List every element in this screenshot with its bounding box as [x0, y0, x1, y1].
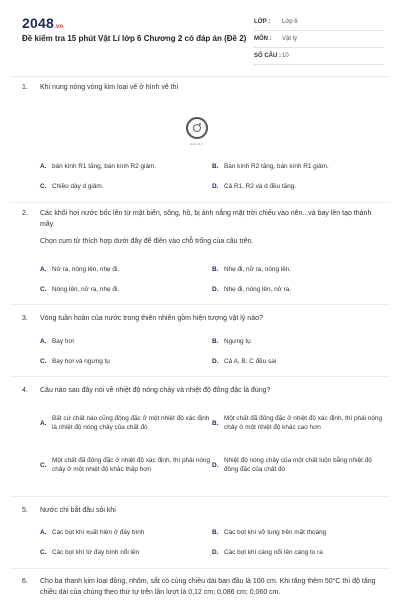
question-stem — [22, 82, 384, 93]
option-letter: B. — [212, 162, 219, 170]
meta-value: 10 — [282, 53, 289, 59]
options-q2 — [40, 259, 384, 299]
options-q1 — [40, 156, 384, 196]
option-letter: A. — [40, 265, 47, 273]
question-divider — [10, 304, 390, 305]
question-text: Các khối hơi nước bốc lên từ mặt biển, sông, hồ, bị ánh nắng mặt trời chiếu vào nên...và bay lên tạo thành mây — [40, 210, 372, 228]
option-letter: C. — [40, 461, 47, 469]
document-title: Đề kiểm tra 15 phút Vật Lí lớp 6 Chương 2 có đáp án (Đề 2) — [22, 34, 247, 43]
question-3 — [22, 313, 384, 324]
question-divider — [10, 202, 390, 203]
meta-key: MÔN : — [254, 36, 272, 42]
option-text: Các bọt khí vỡ tung trên mặt thoáng — [224, 528, 327, 536]
meta-row-class — [254, 14, 384, 31]
question-number: 3. — [22, 315, 28, 322]
question-stem — [22, 385, 384, 396]
option-d[interactable] — [212, 444, 384, 486]
option-a[interactable] — [40, 156, 212, 176]
option-letter: D. — [212, 461, 219, 469]
question-text: Vòng tuần hoàn của nước trong thiên nhiên gồm hiện tượng vật lý nào? — [40, 315, 263, 322]
option-text: Cả R1, R2 và d đều tăng. — [224, 182, 297, 190]
option-text: Nhiệt độ nóng chảy của một chất luôn bằng nhiệt độ đông đặc của chất đó — [224, 457, 372, 473]
meta-value: Lớp 6 — [282, 19, 298, 25]
option-text: Các bọt khí xuất hiện ở đáy bình — [52, 528, 145, 536]
document-header — [0, 0, 400, 78]
question-divider — [10, 568, 390, 569]
option-d[interactable] — [212, 351, 384, 371]
question-number: 2. — [22, 210, 28, 217]
option-text: Bay hơi — [52, 337, 74, 345]
option-a[interactable] — [40, 522, 212, 542]
ring-marker — [199, 123, 201, 125]
ring-inner-circle — [193, 124, 201, 132]
option-text: Nở ra, nóng lên, nhẹ đi. — [52, 265, 120, 273]
options-q3 — [40, 331, 384, 371]
option-letter: D. — [212, 182, 219, 190]
option-letter: D. — [212, 357, 219, 365]
option-a[interactable] — [40, 331, 212, 351]
option-d[interactable] — [212, 542, 384, 562]
meta-key: SỐ CÂU : — [254, 53, 281, 59]
option-text: Bán kính R2 tăng, bán kính R1 giảm. — [224, 162, 329, 170]
option-b[interactable] — [212, 259, 384, 279]
option-letter: A. — [40, 162, 47, 170]
question-5 — [22, 505, 384, 516]
question-instruction: Chọn cụm từ thích hợp dưới đây để điền vào chỗ trống của câu trên. — [40, 238, 254, 245]
figure-caption: Hình vẽ 1 — [190, 142, 203, 146]
question-stem — [22, 576, 384, 598]
meta-table — [254, 14, 384, 65]
option-letter: D. — [212, 285, 219, 293]
option-text: Các bọt khí càng nổi lên càng to ra — [224, 548, 323, 556]
question-text: Khi nung nóng vòng kim loại vẽ ở hình vẽ thì — [40, 84, 179, 91]
question-number: 6. — [22, 578, 28, 585]
option-d[interactable] — [212, 176, 384, 196]
option-text: Bay hơi và ngưng tụ — [52, 357, 110, 365]
option-text: Bất cứ chất nào cũng đông đặc ở một nhiệt độ xác định là nhiệt độ nóng chảy của chất đó — [52, 415, 210, 431]
question-number: 1. — [22, 84, 28, 91]
option-a[interactable] — [40, 259, 212, 279]
option-text: Một chất đã đông đặc ở nhiệt độ xác định, thì phải nóng chảy ở một nhiệt độ khác thấp hơn — [52, 457, 211, 473]
option-letter: A. — [40, 419, 47, 427]
question-stem — [22, 505, 384, 516]
option-text: Cả A, B, C đều sai — [224, 357, 277, 365]
option-text: Nhẹ đi, nở ra, nóng lên. — [224, 265, 292, 273]
logo-text: 2048 — [22, 15, 54, 31]
option-letter: D. — [212, 548, 219, 556]
logo-suffix: .vn — [53, 24, 64, 30]
option-c[interactable] — [40, 279, 212, 299]
question-number: 4. — [22, 387, 28, 394]
option-text: Các bọt khí từ đáy bình nổi lên — [52, 548, 140, 556]
option-text: Nóng lên, nở ra, nhẹ đi. — [52, 285, 120, 293]
option-letter: B. — [212, 528, 219, 536]
meta-row-subject — [254, 31, 384, 48]
meta-key: LỚP : — [254, 19, 271, 25]
question-4 — [22, 385, 384, 396]
option-b[interactable] — [212, 156, 384, 176]
option-c[interactable] — [40, 351, 212, 371]
meta-value: Vật lý — [282, 36, 298, 42]
options-q4 — [40, 402, 384, 486]
question-text: Câu nào sau đây nói về nhiệt độ nóng chảy và nhiệt độ đông đặc là đúng? — [40, 387, 271, 394]
option-b[interactable] — [212, 331, 384, 351]
option-letter: C. — [40, 357, 47, 365]
option-text: Chiều dày d giảm. — [52, 182, 104, 190]
question-text: Cho ba thanh kim loại đồng, nhôm, sắt có cùng chiều dài ban đầu là 100 cm. Khi tăng thêm 50°C thì độ tăng chiều dài của chúng theo thứ tự trên lần lượt là 0,12 cm; 0,086 cm; 0,060 cm. — [40, 578, 376, 596]
site-logo[interactable] — [22, 15, 63, 31]
question-6 — [22, 576, 384, 598]
option-c[interactable] — [40, 542, 212, 562]
question-2 — [22, 208, 384, 247]
option-d[interactable] — [212, 279, 384, 299]
option-letter: B. — [212, 419, 219, 427]
option-letter: A. — [40, 528, 47, 536]
option-text: Ngưng tụ — [224, 337, 251, 345]
question-stem — [22, 313, 384, 324]
option-c[interactable] — [40, 444, 212, 486]
option-letter: A. — [40, 337, 47, 345]
question-text: Nước chỉ bắt đầu sôi khi — [40, 507, 116, 514]
option-b[interactable] — [212, 522, 384, 542]
option-letter: C. — [40, 548, 47, 556]
option-b[interactable] — [212, 402, 384, 444]
options-q5 — [40, 522, 384, 562]
option-c[interactable] — [40, 176, 212, 196]
option-letter: B. — [212, 265, 219, 273]
option-letter: C. — [40, 182, 47, 190]
option-letter: B. — [212, 337, 219, 345]
meta-row-count — [254, 48, 384, 65]
question-divider — [10, 376, 390, 377]
option-letter: C. — [40, 285, 47, 293]
question-1 — [22, 82, 384, 93]
option-text: bán kính R1 tăng, bán kính R2 giảm. — [52, 162, 157, 170]
option-a[interactable] — [40, 402, 212, 444]
metal-ring-figure — [186, 117, 208, 139]
option-text: Một chất đã đông đặc ở nhiệt độ xác định, thì phải nóng chảy ở một nhiệt độ khác cao hơn — [224, 415, 383, 431]
question-number: 5. — [22, 507, 28, 514]
option-text: Nhẹ đi, nóng lên, nở ra. — [224, 285, 292, 293]
question-divider — [10, 496, 390, 497]
question-stem — [22, 208, 384, 230]
header-divider — [10, 76, 390, 77]
